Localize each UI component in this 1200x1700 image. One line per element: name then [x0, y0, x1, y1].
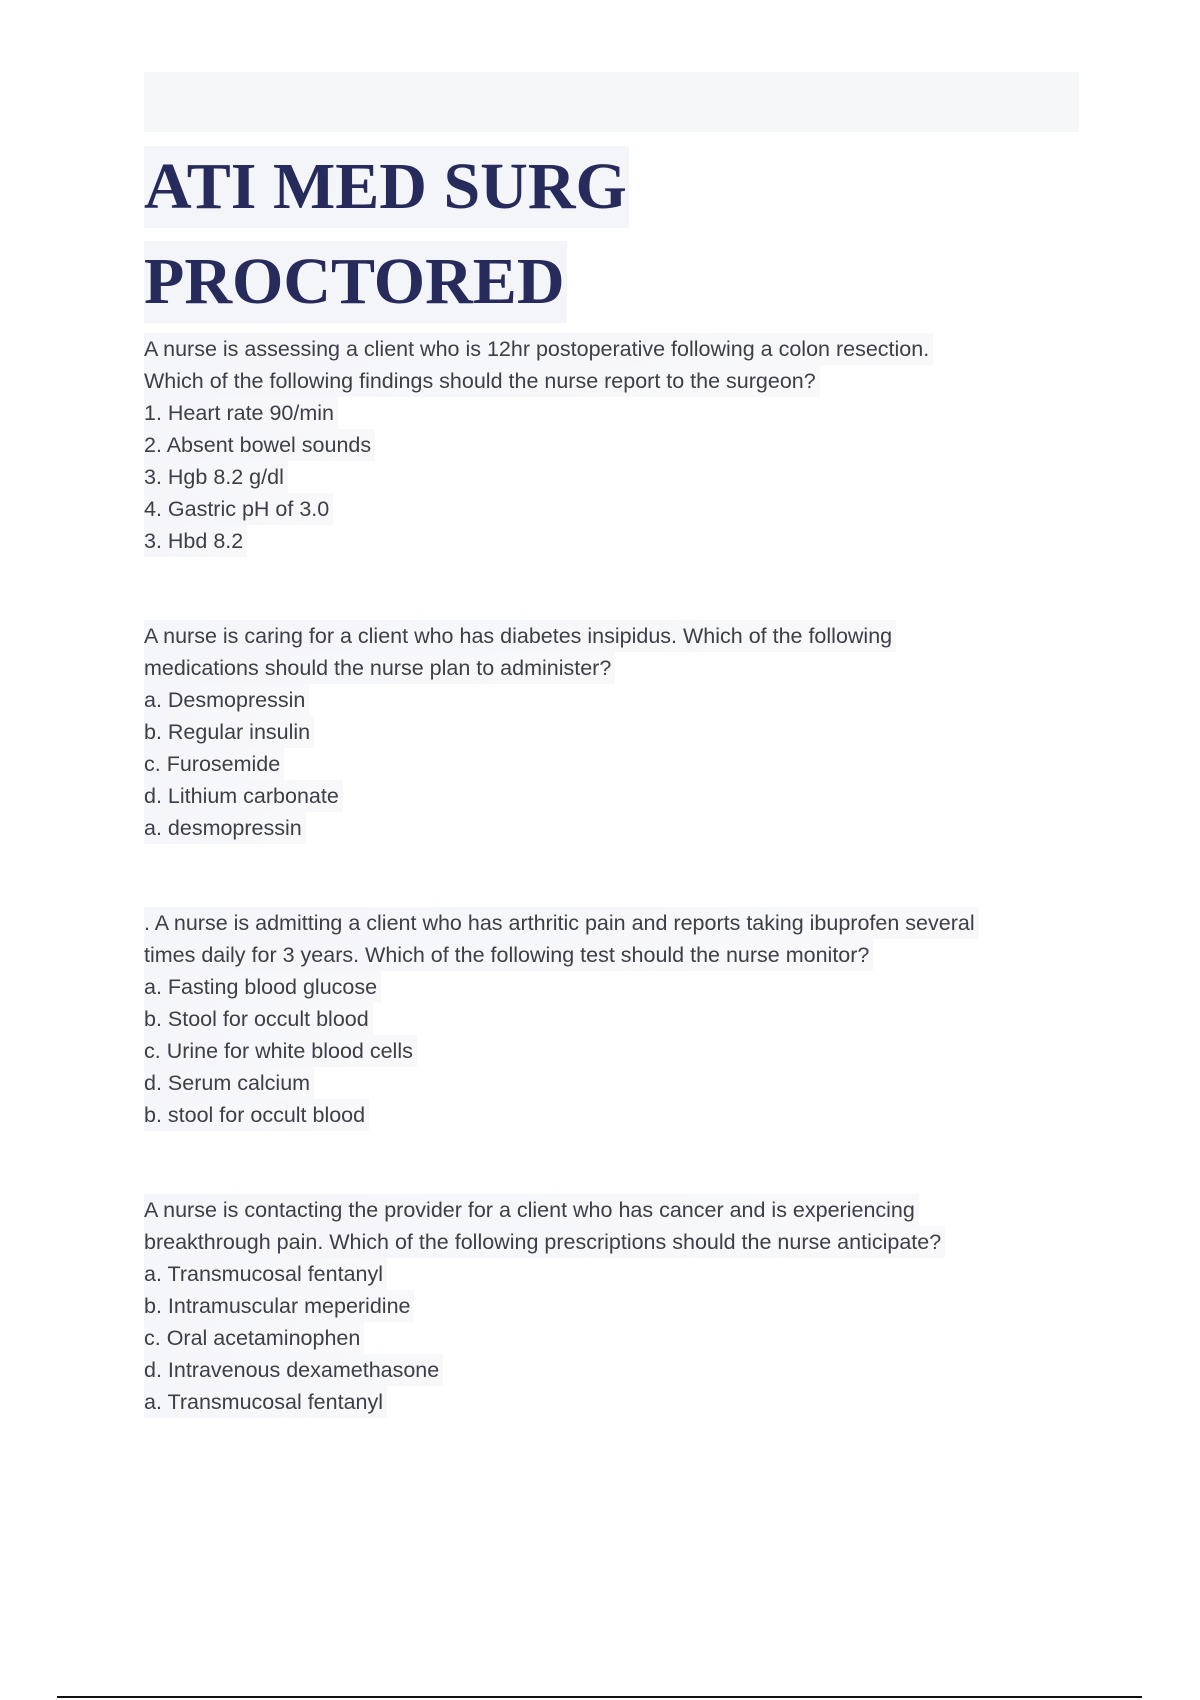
title-line-1: ATI MED SURG	[144, 146, 629, 228]
question-stem-line: breakthrough pain. Which of the following prescriptions should the nurse anticipate?	[144, 1226, 945, 1258]
answer-option: d. Serum calcium	[144, 1067, 314, 1099]
answer-option: c. Oral acetaminophen	[144, 1322, 364, 1354]
footer-divider	[57, 1696, 1142, 1698]
answer-option: a. Transmucosal fentanyl	[144, 1258, 387, 1290]
answer-option: 4. Gastric pH of 3.0	[144, 493, 333, 525]
answer-option: d. Intravenous dexamethasone	[144, 1354, 443, 1386]
answer-option: a. Desmopressin	[144, 684, 309, 716]
answer-option: c. Urine for white blood cells	[144, 1035, 417, 1067]
question-stem-line: medications should the nurse plan to administer?	[144, 652, 615, 684]
correct-answer: a. desmopressin	[144, 812, 306, 844]
correct-answer: b. stool for occult blood	[144, 1099, 369, 1131]
question-3	[144, 907, 1104, 1131]
question-stem-line: A nurse is contacting the provider for a client who has cancer and is experiencing	[144, 1194, 919, 1226]
correct-answer: 3. Hbd 8.2	[144, 525, 247, 557]
answer-option: b. Regular insulin	[144, 716, 314, 748]
question-2	[144, 620, 1104, 844]
answer-option: b. Stool for occult blood	[144, 1003, 373, 1035]
question-stem-line: A nurse is caring for a client who has diabetes insipidus. Which of the following	[144, 620, 896, 652]
answer-option: a. Fasting blood glucose	[144, 971, 381, 1003]
question-stem-line: . A nurse is admitting a client who has arthritic pain and reports taking ibuprofen several	[144, 907, 979, 939]
answer-option: 2. Absent bowel sounds	[144, 429, 375, 461]
answer-option: 1. Heart rate 90/min	[144, 397, 338, 429]
question-stem-line: A nurse is assessing a client who is 12hr postoperative following a colon resection.	[144, 333, 933, 365]
question-stem-line: Which of the following findings should the nurse report to the surgeon?	[144, 365, 820, 397]
header-banner	[144, 72, 1079, 132]
question-list	[144, 333, 1104, 1418]
question-1	[144, 333, 1104, 557]
answer-option: b. Intramuscular meperidine	[144, 1290, 414, 1322]
title-line-2: PROCTORED	[144, 241, 567, 323]
answer-option: c. Furosemide	[144, 748, 284, 780]
document-title	[144, 146, 629, 336]
answer-option: d. Lithium carbonate	[144, 780, 343, 812]
question-stem-line: times daily for 3 years. Which of the following test should the nurse monitor?	[144, 939, 873, 971]
question-4	[144, 1194, 1104, 1418]
answer-option: 3. Hgb 8.2 g/dl	[144, 461, 288, 493]
correct-answer: a. Transmucosal fentanyl	[144, 1386, 387, 1418]
